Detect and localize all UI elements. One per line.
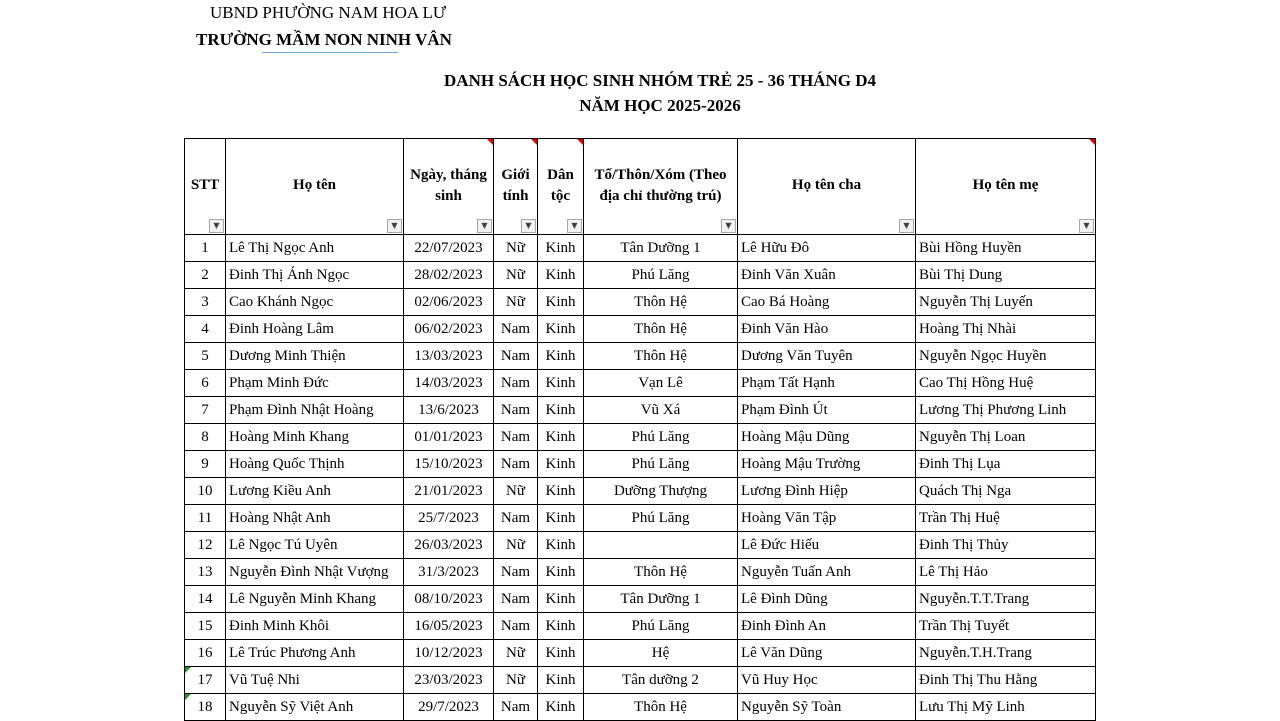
dob-cell[interactable]: 06/02/2023 [404, 316, 494, 343]
school-name: TRƯỜNG MẦM NON NINH VÂN [196, 30, 452, 49]
mother-name-cell[interactable]: Lương Thị Phương Linh [916, 397, 1096, 424]
gender-cell[interactable]: Nam [494, 586, 538, 613]
ethnic-cell[interactable]: Kinh [538, 667, 584, 694]
filter-dropdown-icon[interactable]: ▼ [387, 219, 402, 233]
ethnic-cell[interactable]: Kinh [538, 289, 584, 316]
column-header-label: Giới tính [501, 166, 530, 204]
gender-cell[interactable]: Nữ [494, 262, 538, 289]
ethnic-cell[interactable]: Kinh [538, 532, 584, 559]
table-row [185, 505, 1096, 532]
school-year-title: NĂM HỌC 2025-2026 [579, 96, 741, 115]
name-cell[interactable]: Lê Nguyễn Minh Khang [226, 586, 404, 613]
column-header-label: Dân tộc [547, 166, 574, 204]
cell-note-indicator-icon [185, 667, 191, 673]
column-header-address[interactable] [584, 139, 738, 235]
address-cell[interactable]: Dưỡng Thượng [584, 478, 738, 505]
ethnic-cell[interactable]: Kinh [538, 613, 584, 640]
address-cell[interactable]: Thôn Hệ [584, 694, 738, 721]
stt-cell[interactable]: 7 [185, 397, 226, 424]
stt-cell[interactable]: 18 [185, 694, 226, 721]
dob-cell[interactable]: 10/12/2023 [404, 640, 494, 667]
father-name-cell[interactable]: Lê Hữu Đô [738, 235, 916, 262]
mother-name-cell[interactable]: Bùi Hồng Huyền [916, 235, 1096, 262]
name-cell[interactable]: Đinh Minh Khôi [226, 613, 404, 640]
gender-cell[interactable]: Nam [494, 343, 538, 370]
ethnic-cell[interactable]: Kinh [538, 235, 584, 262]
address-cell[interactable]: Thôn Hệ [584, 289, 738, 316]
table-row [185, 532, 1096, 559]
name-cell[interactable]: Hoàng Nhật Anh [226, 505, 404, 532]
mother-name-cell[interactable]: Bùi Thị Dung [916, 262, 1096, 289]
name-cell[interactable]: Cao Khánh Ngọc [226, 289, 404, 316]
table-row [185, 289, 1096, 316]
father-name-cell[interactable]: Dương Văn Tuyên [738, 343, 916, 370]
address-cell[interactable]: Vũ Xá [584, 397, 738, 424]
stt-cell[interactable]: 3 [185, 289, 226, 316]
father-name-cell[interactable]: Phạm Đình Út [738, 397, 916, 424]
name-cell[interactable]: Nguyễn Sỹ Việt Anh [226, 694, 404, 721]
gender-cell[interactable]: Nam [494, 397, 538, 424]
ethnic-cell[interactable]: Kinh [538, 424, 584, 451]
dob-cell[interactable]: 15/10/2023 [404, 451, 494, 478]
dob-cell[interactable]: 31/3/2023 [404, 559, 494, 586]
father-name-cell[interactable]: Nguyễn Sỹ Toàn [738, 694, 916, 721]
father-name-cell[interactable]: Phạm Tất Hạnh [738, 370, 916, 397]
stt-cell[interactable]: 11 [185, 505, 226, 532]
ethnic-cell[interactable]: Kinh [538, 397, 584, 424]
name-cell[interactable]: Lê Trúc Phương Anh [226, 640, 404, 667]
name-cell[interactable]: Hoàng Minh Khang [226, 424, 404, 451]
mother-name-cell[interactable]: Trần Thị Huệ [916, 505, 1096, 532]
filter-dropdown-icon[interactable]: ▼ [209, 219, 224, 233]
gender-cell[interactable]: Nam [494, 370, 538, 397]
dob-cell[interactable]: 29/7/2023 [404, 694, 494, 721]
address-cell[interactable]: Phú Lăng [584, 505, 738, 532]
stt-cell[interactable]: 13 [185, 559, 226, 586]
stt-cell[interactable]: 17 [185, 667, 226, 694]
dob-cell[interactable]: 08/10/2023 [404, 586, 494, 613]
address-cell[interactable]: Thôn Hệ [584, 343, 738, 370]
name-cell[interactable]: Lê Thị Ngọc Anh [226, 235, 404, 262]
column-header-stt[interactable] [185, 139, 226, 235]
mother-name-cell[interactable]: Đinh Thị Thu Hằng [916, 667, 1096, 694]
table-row [185, 559, 1096, 586]
column-header-ethnic[interactable] [538, 139, 584, 235]
stt-cell[interactable]: 2 [185, 262, 226, 289]
mother-name-cell[interactable]: Trần Thị Tuyết [916, 613, 1096, 640]
table-row [185, 586, 1096, 613]
address-cell[interactable]: Tân Dưỡng 1 [584, 235, 738, 262]
gender-cell[interactable]: Nữ [494, 532, 538, 559]
stt-cell[interactable]: 5 [185, 343, 226, 370]
table-row [185, 640, 1096, 667]
ethnic-cell[interactable]: Kinh [538, 478, 584, 505]
table-row [185, 397, 1096, 424]
column-header-label: Họ tên cha [791, 177, 862, 193]
column-header-label: Họ tên mẹ [972, 177, 1039, 193]
address-cell[interactable] [584, 532, 738, 559]
table-row [185, 316, 1096, 343]
ethnic-cell[interactable]: Kinh [538, 451, 584, 478]
dob-cell[interactable]: 23/03/2023 [404, 667, 494, 694]
address-cell[interactable]: Tân dưỡng 2 [584, 667, 738, 694]
gender-cell[interactable]: Nam [494, 694, 538, 721]
filter-dropdown-icon[interactable]: ▼ [567, 219, 582, 233]
father-name-cell[interactable]: Vũ Huy Học [738, 667, 916, 694]
father-name-cell[interactable]: Nguyễn Tuấn Anh [738, 559, 916, 586]
comment-indicator-icon[interactable] [577, 139, 583, 145]
mother-name-cell[interactable]: Nguyễn Thị Loan [916, 424, 1096, 451]
table-row [185, 478, 1096, 505]
father-name-cell[interactable]: Đinh Đình An [738, 613, 916, 640]
gender-cell[interactable]: Nam [494, 316, 538, 343]
table-row [185, 370, 1096, 397]
mother-name-cell[interactable]: Cao Thị Hồng Huệ [916, 370, 1096, 397]
dob-cell[interactable]: 13/6/2023 [404, 397, 494, 424]
name-cell[interactable]: Phạm Minh Đức [226, 370, 404, 397]
ethnic-cell[interactable]: Kinh [538, 559, 584, 586]
table-row [185, 613, 1096, 640]
comment-indicator-icon[interactable] [1089, 139, 1095, 145]
stt-cell[interactable]: 9 [185, 451, 226, 478]
table-row [185, 424, 1096, 451]
dob-cell[interactable]: 22/07/2023 [404, 235, 494, 262]
column-header-mother[interactable] [916, 139, 1096, 235]
name-cell[interactable]: Lê Ngọc Tú Uyên [226, 532, 404, 559]
mother-name-cell[interactable]: Đinh Thị Thủy [916, 532, 1096, 559]
comment-indicator-icon[interactable] [531, 139, 537, 145]
address-cell[interactable]: Hệ [584, 640, 738, 667]
mother-name-cell[interactable]: Nguyễn.T.H.Trang [916, 640, 1096, 667]
column-header-gender[interactable] [494, 139, 538, 235]
table-row [185, 451, 1096, 478]
gender-cell[interactable]: Nữ [494, 478, 538, 505]
student-list-table [184, 138, 1096, 721]
ethnic-cell[interactable]: Kinh [538, 370, 584, 397]
name-cell[interactable]: Nguyễn Đình Nhật Vượng [226, 559, 404, 586]
filter-dropdown-icon[interactable]: ▼ [899, 219, 914, 233]
document-title: DANH SÁCH HỌC SINH NHÓM TRẺ 25 - 36 THÁNG D4 [444, 71, 876, 90]
column-header-label: Ngày, tháng sinh [410, 166, 487, 204]
stt-cell[interactable]: 8 [185, 424, 226, 451]
gender-cell[interactable]: Nam [494, 451, 538, 478]
table-row [185, 667, 1096, 694]
father-name-cell[interactable]: Hoàng Mậu Trường [738, 451, 916, 478]
stt-cell[interactable]: 1 [185, 235, 226, 262]
address-cell[interactable]: Phú Lăng [584, 262, 738, 289]
organization-name: UBND PHƯỜNG NAM HOA LƯ [210, 3, 447, 22]
gender-cell[interactable]: Nữ [494, 667, 538, 694]
stt-cell[interactable]: 4 [185, 316, 226, 343]
gender-cell[interactable]: Nữ [494, 289, 538, 316]
mother-name-cell[interactable]: Quách Thị Nga [916, 478, 1096, 505]
father-name-cell[interactable]: Đinh Văn Xuân [738, 262, 916, 289]
stt-cell[interactable]: 12 [185, 532, 226, 559]
column-header-label: Họ tên [293, 177, 336, 193]
name-cell[interactable]: Vũ Tuệ Nhi [226, 667, 404, 694]
mother-name-cell[interactable]: Hoàng Thị Nhài [916, 316, 1096, 343]
ethnic-cell[interactable]: Kinh [538, 505, 584, 532]
father-name-cell[interactable]: Cao Bá Hoàng [738, 289, 916, 316]
ethnic-cell[interactable]: Kinh [538, 262, 584, 289]
stt-cell[interactable]: 6 [185, 370, 226, 397]
address-cell[interactable]: Phú Lăng [584, 613, 738, 640]
address-cell[interactable]: Thôn Hệ [584, 559, 738, 586]
mother-name-cell[interactable]: Đinh Thị Lụa [916, 451, 1096, 478]
address-cell[interactable]: Vạn Lê [584, 370, 738, 397]
gender-cell[interactable]: Nữ [494, 235, 538, 262]
comment-indicator-icon[interactable] [487, 139, 493, 145]
column-header-father[interactable] [738, 139, 916, 235]
name-cell[interactable]: Phạm Đình Nhật Hoàng [226, 397, 404, 424]
column-header-dob[interactable] [404, 139, 494, 235]
filter-dropdown-icon[interactable]: ▼ [477, 219, 492, 233]
dob-cell[interactable]: 21/01/2023 [404, 478, 494, 505]
father-name-cell[interactable]: Lê Văn Dũng [738, 640, 916, 667]
gender-cell[interactable]: Nam [494, 559, 538, 586]
mother-name-cell[interactable]: Lưu Thị Mỹ Linh [916, 694, 1096, 721]
table-row [185, 343, 1096, 370]
column-header-label: Tổ/Thôn/Xóm (Theo địa chỉ thường trú) [594, 166, 727, 204]
dob-cell[interactable]: 02/06/2023 [404, 289, 494, 316]
father-name-cell[interactable]: Lê Đình Dũng [738, 586, 916, 613]
stt-cell[interactable]: 16 [185, 640, 226, 667]
father-name-cell[interactable]: Lê Đức Hiếu [738, 532, 916, 559]
dob-cell[interactable]: 16/05/2023 [404, 613, 494, 640]
table-row [185, 235, 1096, 262]
gender-cell[interactable]: Nam [494, 613, 538, 640]
stt-cell[interactable]: 10 [185, 478, 226, 505]
name-cell[interactable]: Lương Kiều Anh [226, 478, 404, 505]
filter-dropdown-icon[interactable]: ▼ [1079, 219, 1094, 233]
mother-name-cell[interactable]: Nguyễn Ngọc Huyền [916, 343, 1096, 370]
dob-cell[interactable]: 26/03/2023 [404, 532, 494, 559]
mother-name-cell[interactable]: Nguyễn.T.T.Trang [916, 586, 1096, 613]
column-header-label: STT [190, 177, 220, 193]
mother-name-cell[interactable]: Nguyễn Thị Luyến [916, 289, 1096, 316]
school-name-underline [262, 52, 398, 53]
filter-dropdown-icon[interactable]: ▼ [521, 219, 536, 233]
gender-cell[interactable]: Nam [494, 424, 538, 451]
filter-dropdown-icon[interactable]: ▼ [721, 219, 736, 233]
dob-cell[interactable]: 01/01/2023 [404, 424, 494, 451]
ethnic-cell[interactable]: Kinh [538, 694, 584, 721]
name-cell[interactable]: Đinh Thị Ánh Ngọc [226, 262, 404, 289]
dob-cell[interactable]: 14/03/2023 [404, 370, 494, 397]
father-name-cell[interactable]: Lương Đình Hiệp [738, 478, 916, 505]
father-name-cell[interactable]: Hoàng Mậu Dũng [738, 424, 916, 451]
dob-cell[interactable]: 25/7/2023 [404, 505, 494, 532]
name-cell[interactable]: Hoàng Quốc Thịnh [226, 451, 404, 478]
stt-cell[interactable]: 15 [185, 613, 226, 640]
father-name-cell[interactable]: Đinh Văn Hào [738, 316, 916, 343]
address-cell[interactable]: Phú Lăng [584, 424, 738, 451]
stt-cell[interactable]: 14 [185, 586, 226, 613]
column-header-name[interactable] [226, 139, 404, 235]
address-cell[interactable]: Phú Lăng [584, 451, 738, 478]
father-name-cell[interactable]: Hoàng Văn Tập [738, 505, 916, 532]
dob-cell[interactable]: 28/02/2023 [404, 262, 494, 289]
ethnic-cell[interactable]: Kinh [538, 343, 584, 370]
mother-name-cell[interactable]: Lê Thị Hảo [916, 559, 1096, 586]
ethnic-cell[interactable]: Kinh [538, 316, 584, 343]
gender-cell[interactable]: Nữ [494, 640, 538, 667]
ethnic-cell[interactable]: Kinh [538, 586, 584, 613]
gender-cell[interactable]: Nam [494, 505, 538, 532]
dob-cell[interactable]: 13/03/2023 [404, 343, 494, 370]
name-cell[interactable]: Đinh Hoàng Lâm [226, 316, 404, 343]
header-row [185, 139, 1096, 235]
ethnic-cell[interactable]: Kinh [538, 640, 584, 667]
address-cell[interactable]: Tân Dưỡng 1 [584, 586, 738, 613]
address-cell[interactable]: Thôn Hệ [584, 316, 738, 343]
table-row [185, 262, 1096, 289]
cell-note-indicator-icon [185, 694, 191, 700]
table-row [185, 694, 1096, 721]
name-cell[interactable]: Dương Minh Thiện [226, 343, 404, 370]
